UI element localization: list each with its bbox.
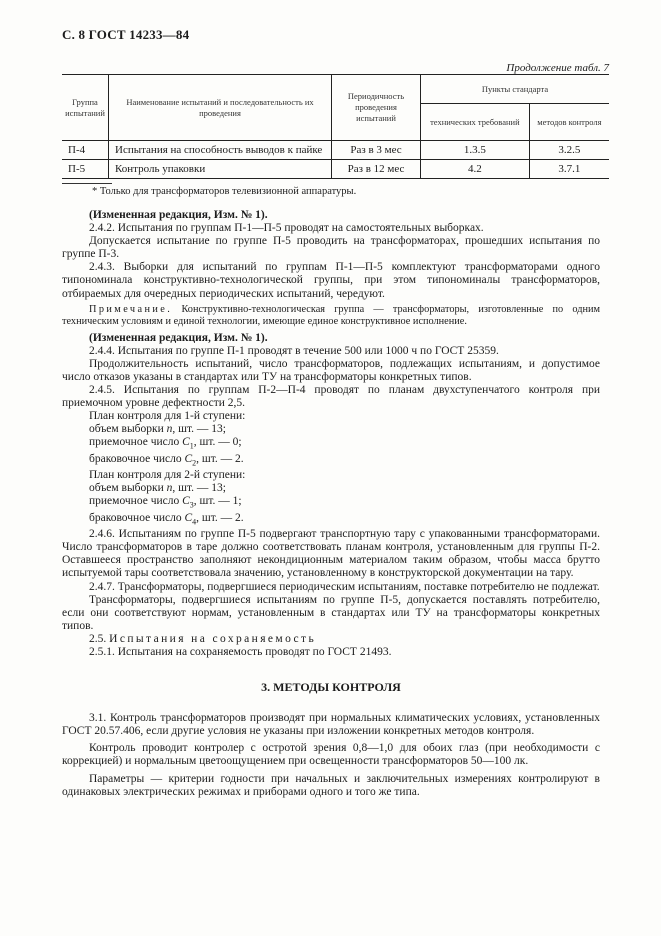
plan-2-sample-size: объем выборки n, шт. — 13; [89, 482, 226, 495]
paragraph: Трансформаторы, подвергшиеся испытаниям по группе П-5, допускается поставлять потребителю, если они соответствуют нормам, установленным в стандартах или ТУ на трансформаторы конкретных типов. [62, 593, 600, 632]
table-7 [62, 74, 609, 179]
cell-name: Контроль упаковки [109, 160, 332, 179]
cell-tech: 1.3.5 [421, 141, 530, 160]
cell-group: П-5 [62, 160, 109, 179]
paragraph-2-4-7: 2.4.7. Трансформаторы, подвергшиеся периодическим испытаниям, поставке потребителю не подлежат. [89, 580, 600, 593]
cell-period: Раз в 12 мес [332, 160, 421, 179]
section-2-5-title: 2.5. Испытания на сохраняемость [89, 632, 317, 645]
plan-1-acceptance: приемочное число $C_1$, шт. — 0; [89, 436, 242, 451]
paragraph: Параметры — критерии годности при начальных и заключительных измерениях контролируют в одинаковых электрических режимах и приборами одного и того же типа. [62, 772, 600, 798]
plan-1-sample-size: объем выборки n, шт. — 13; [89, 423, 226, 436]
header-tests: Наименование испытаний и последовательность их проведения [109, 75, 332, 141]
cell-group: П-4 [62, 141, 109, 160]
paragraph-3-1: 3.1. Контроль трансформаторов производят при нормальных климатических условиях, установленных ГОСТ 20.57.406, если другие условия не указаны при изложении конкретных методов контроля. [62, 712, 600, 738]
document-body [62, 209, 600, 799]
note-label: Примечание. [89, 303, 173, 315]
header-period: Периодичность проведения испытаний [332, 75, 421, 141]
plan-1-title: План контроля для 1-й ступени: [89, 410, 246, 423]
paragraph-2-4-6: 2.4.6. Испытаниям по группе П-5 подвергают транспортную тару с упакованными трансформаторами. Число трансформаторов в таре должно соответствовать планам контроля, установленным для группы П-2. Оставшееся пространство заполняют некондиционным материалом таким образом, чтобы масса брутто испытуемой тары соответствовала значению, установленному в конструкторской документации на тару. [62, 528, 600, 580]
paragraph: Допускается испытание по группе П-5 проводить на трансформаторах, прошедших испытания по группе П-3. [62, 235, 600, 261]
paragraph-2-4-3: 2.4.3. Выборки для испытаний по группам П-1—П-5 комплектуют трансформаторами одного типономинала конструктивно-технологической группы, при этом типономиналы трансформаторов, отбираемых для очередных периодических испытаний, чередуют. [62, 261, 600, 300]
paragraph-2-4-5: 2.4.5. Испытания по группам П-2—П-4 проводят по планам двухступенчатого контроля при приемочном уровне дефектности 2,5. [62, 384, 600, 410]
paragraph: Контроль проводит контролер с остротой зрения 0,8—1,0 для обоих глаз (при необходимости с коррекцией) и нормальным цветоощущением при освещенности трансформаторов 50—100 лк. [62, 742, 600, 768]
cell-period: Раз в 3 мес [332, 141, 421, 160]
cell-methods: 3.7.1 [529, 160, 609, 179]
paragraph: Продолжительность испытаний, число трансформаторов, подлежащих испытаниям, и допустимое число отказов указаны в стандартах или ТУ на трансформаторы конкретных типов. [62, 357, 600, 383]
table-row [62, 160, 609, 179]
plan-2-rejection: браковочное число $C_4$, шт. — 2. [89, 511, 244, 527]
table-continuation-label: Продолжение табл. 7 [506, 62, 609, 74]
plan-2-acceptance: приемочное число $C_3$, шт. — 1; [89, 495, 242, 510]
paragraph-2-4-4: 2.4.4. Испытания по группе П-1 проводят в течение 500 или 1000 ч по ГОСТ 25359. [89, 344, 499, 357]
header-clauses: Пункты стандарта [421, 75, 610, 104]
header-tech-requirements: технических требований [421, 104, 530, 141]
page-header: С. 8 ГОСТ 14233—84 [62, 27, 190, 42]
footnote-divider [62, 183, 112, 184]
note [62, 304, 600, 329]
paragraph-2-5-1: 2.5.1. Испытания на сохраняемость проводят по ГОСТ 21493. [89, 646, 392, 658]
cell-methods: 3.2.5 [529, 141, 609, 160]
header-control-methods: методов контроля [529, 104, 609, 141]
table-row [62, 141, 609, 160]
note-text: Конструктивно-технологическая группа — трансформаторы, изготовленные по одним техническим условиям и единой технологии, имеющие единое конструктивное исполнение. [62, 303, 600, 328]
section-3-heading: 3. МЕТОДЫ КОНТРОЛЯ [261, 680, 401, 695]
header-group: Группа испытаний [62, 75, 109, 141]
plan-2-title: План контроля для 2-й ступени: [89, 469, 246, 482]
table-footnote: * Только для трансформаторов телевизионной аппаратуры. [92, 186, 357, 197]
paragraph-2-4-2: 2.4.2. Испытания по группам П-1—П-5 проводят на самостоятельных выборках. [89, 222, 484, 235]
plan-1-rejection: браковочное число $C_2$, шт. — 2. [89, 452, 244, 468]
amendment-note: (Измененная редакция, Изм. № 1). [89, 209, 268, 221]
cell-tech: 4.2 [421, 160, 530, 179]
amendment-note: (Измененная редакция, Изм. № 1). [89, 331, 268, 344]
cell-name: Испытания на способность выводов к пайке [109, 141, 332, 160]
